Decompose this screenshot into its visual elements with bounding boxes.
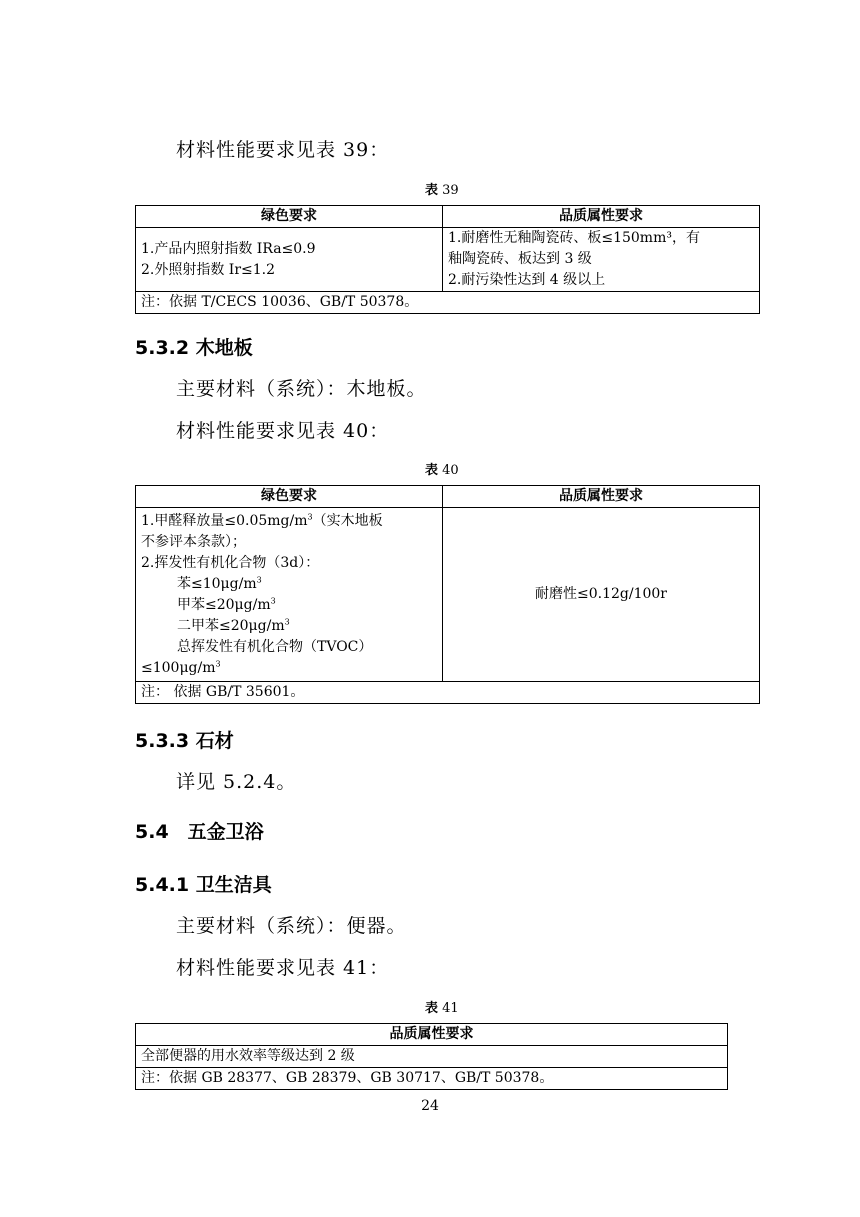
- quality-cell: 全部便器的用水效率等级达到 2 级: [136, 1046, 728, 1068]
- table-header-row: [136, 486, 760, 508]
- header-quality: 品质属性要求: [136, 1024, 728, 1046]
- table41-caption: [425, 1001, 459, 1017]
- green-item: 总挥发性有机化合物（TVOC）: [177, 639, 373, 655]
- green-cell: [136, 228, 443, 292]
- paragraph-table40-intro: 材料性能要求见表 40：: [176, 420, 390, 442]
- quality-cell: [443, 228, 760, 292]
- green-item: [141, 658, 437, 679]
- paragraph-see-reference: 详见 5.2.4。: [176, 771, 297, 793]
- header-green: 绿色要求: [136, 206, 443, 228]
- section-heading-5-3-3: 5.3.3 石材: [135, 730, 234, 752]
- green-text: ≤100μg/m: [141, 660, 216, 676]
- table-row: [136, 508, 760, 682]
- table-label: 表: [425, 183, 439, 198]
- paragraph-main-material: 主要材料（系统）：便器。: [176, 915, 407, 937]
- table-41: [135, 1023, 728, 1090]
- table-number: 41: [442, 1001, 459, 1016]
- table-label: 表: [425, 463, 439, 478]
- superscript: 3: [284, 617, 290, 627]
- green-item: [141, 574, 437, 595]
- table-header-row: [136, 1024, 728, 1046]
- table39-caption: [425, 183, 459, 199]
- table-40: [135, 485, 760, 704]
- paragraph-table39-intro: 材料性能要求见表 39：: [176, 139, 390, 161]
- table40-caption: [425, 463, 459, 479]
- table-note-row: [136, 682, 760, 704]
- green-cell: [136, 508, 443, 682]
- table-note-row: [136, 1068, 728, 1090]
- green-text: 苯≤10μg/m: [177, 576, 257, 592]
- table-header-row: [136, 206, 760, 228]
- section-heading-5-4-1: 5.4.1 卫生洁具: [135, 874, 272, 896]
- section-heading-5-4: 5.4 五金卫浴: [135, 821, 264, 843]
- green-item: [141, 595, 437, 616]
- table-note: 注： 依据 GB/T 35601。: [136, 682, 760, 704]
- table-note: 注：依据 T/CECS 10036、GB/T 50378。: [136, 292, 760, 314]
- green-item: [141, 511, 437, 532]
- green-text: （实木地板: [312, 513, 383, 529]
- green-item: 1.产品内照射指数 IRa≤0.9: [141, 240, 316, 257]
- superscript: 3: [270, 596, 276, 606]
- table-row: [136, 1046, 728, 1068]
- header-green: 绿色要求: [136, 486, 443, 508]
- table-row: [136, 228, 760, 292]
- superscript: 3: [256, 575, 262, 585]
- green-item: [141, 616, 437, 637]
- table-note: 注：依据 GB 28377、GB 28379、GB 30717、GB/T 50378。: [136, 1068, 728, 1090]
- green-item: 不参评本条款）；: [141, 534, 246, 550]
- header-quality: 品质属性要求: [443, 206, 760, 228]
- section-heading-5-3-2: 5.3.2 木地板: [135, 337, 253, 359]
- green-item: 2.外照射指数 Ir≤1.2: [141, 261, 276, 278]
- quality-item: 2.耐污染性达到 4 级以上: [448, 272, 606, 288]
- table-label: 表: [425, 1001, 439, 1016]
- quality-cell: 耐磨性≤0.12g/100r: [443, 508, 760, 682]
- green-text: 1.甲醛释放量≤0.05mg/m: [141, 513, 308, 529]
- table-number: 40: [442, 463, 459, 478]
- green-text: 二甲苯≤20μg/m: [177, 618, 285, 634]
- quality-item: 1.耐磨性无釉陶瓷砖、板≤150mm³，有: [448, 230, 700, 246]
- green-item: 2.挥发性有机化合物（3d）：: [141, 555, 320, 571]
- green-text: 甲苯≤20μg/m: [177, 597, 271, 613]
- quality-item: 釉陶瓷砖、板达到 3 级: [448, 251, 592, 267]
- header-quality: 品质属性要求: [443, 486, 760, 508]
- paragraph-main-material: 主要材料（系统）：木地板。: [176, 378, 427, 400]
- superscript: 3: [307, 512, 313, 522]
- page-number: 24: [421, 1098, 439, 1114]
- superscript: 3: [215, 659, 221, 669]
- table-number: 39: [442, 183, 459, 198]
- paragraph-table41-intro: 材料性能要求见表 41：: [176, 957, 390, 979]
- table-note-row: [136, 292, 760, 314]
- table-39: [135, 205, 760, 314]
